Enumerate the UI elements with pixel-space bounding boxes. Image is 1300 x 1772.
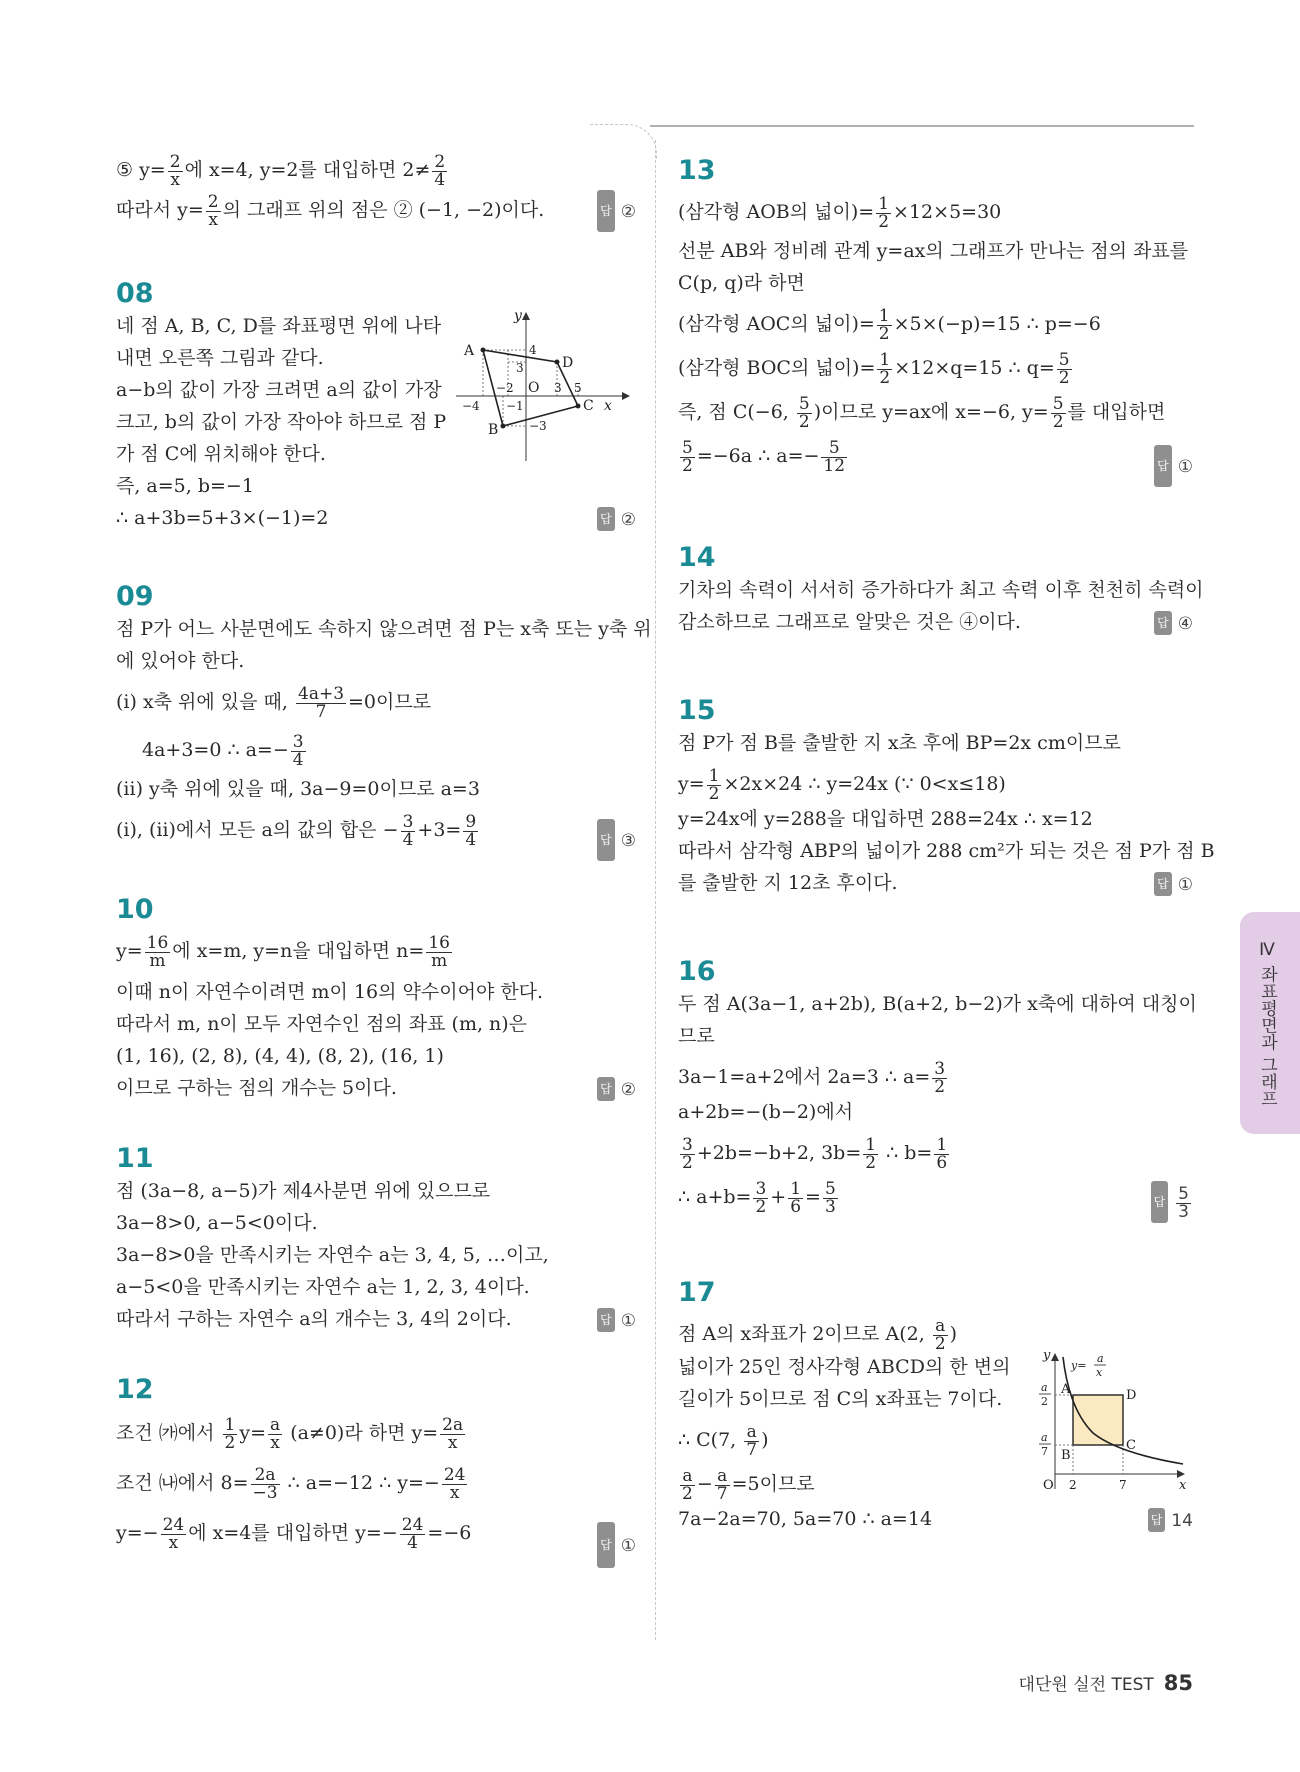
question-number: 08 [116,278,154,309]
question-16: 16 두 점 A(3a−1, a+2b), B(a+2, b−2)가 x축에 대하여 대칭이 므로 3a−1=a+2에서 2a=3 ∴ a= $\frac{3}{2}$ a+2b=−(b−2)에서 $\frac{3}{2}$ +2b=−b+2, 3b= $\frac{1}{2}$ ∴ b= $\frac{1}{6}$ ∴ a+b= $\frac{3}{2}$ + $\frac{1}{6}$ = $\frac{5}{3}$ 답 $\frac{5}{3}$ [678,956,1197,1222]
fraction: $\frac{2a}{x}$ [442,1414,464,1453]
fraction: $\frac{16}{m}$ [428,932,450,971]
fraction: $\frac{1}{2}$ [878,305,890,344]
text-line: 가 점 C에 위치해야 한다. [116,443,326,465]
text-line: (1, 16), (2, 8), (4, 4), (8, 2), (16, 1) [116,1045,444,1067]
fraction: $\frac{2a}{-3}$ [252,1464,278,1503]
fraction: $\frac{3}{2}$ [755,1178,767,1217]
label-C: C [583,398,594,414]
svg-text:a: a [1041,1381,1048,1394]
fraction: $\frac{5}{2}$ [1058,349,1070,388]
y-arrow [1051,1353,1059,1361]
text-line: 네 점 A, B, C, D를 좌표평면 위에 나타 [116,315,442,337]
svg-text:7: 7 [1041,1445,1048,1458]
fraction: $\frac{5}{3}$ [824,1178,836,1217]
fraction: $\frac{3}{4}$ [292,731,304,770]
text-line: a+2b=−(b−2)에서 [678,1101,854,1123]
fraction: $\frac{5}{12}$ [823,437,846,476]
question-number: 17 [678,1277,716,1308]
svg-text:7: 7 [1119,1478,1127,1492]
text-line: a−5<0을 만족시키는 자연수 a는 1, 2, 3, 4이다. [116,1276,530,1298]
text-line: 7a−2a=70, 5a=70 ∴ a=14 [678,1508,933,1530]
text-line: 에 있어야 한다. [116,650,245,672]
fraction: $\frac{3}{2}$ [682,1134,693,1173]
text-line: 넓이가 25인 정사각형 ABCD의 한 변의 [678,1356,1011,1378]
svg-text:D: D [1126,1388,1137,1403]
fraction: $\frac{3}{4}$ [402,811,414,850]
question-11 [116,1143,636,1330]
svg-text:y=: y= [1071,1359,1087,1372]
fraction: $\frac{5}{2}$ [1052,393,1064,432]
fraction: $\frac{1}{6}$ [936,1134,948,1173]
x-arrow [622,392,630,400]
text-line: 감소하므로 그래프로 알맞은 것은 ④이다. [678,611,1021,633]
fraction: $\frac{2}{x}$ [207,191,219,230]
question-14 [678,542,1204,634]
text-line: 따라서 구하는 자연수 a의 개수는 3, 4의 2이다. [116,1308,512,1330]
question-number: 09 [116,581,154,612]
fraction: $\frac{4a+3}{7}$ [298,683,345,722]
answer-mark: 답 ① [1154,445,1193,487]
question-number: 13 [678,155,716,186]
q8-coordinate-graph [456,306,636,466]
chapter-side-tab-label: Ⅳ 좌표평면과 그래프 [1257,940,1277,1107]
svg-text:4: 4 [529,343,537,357]
svg-text:3: 3 [516,361,524,375]
text-line: 따라서 삼각형 ABP의 넓이가 288 cm²가 되는 것은 점 P가 점 B [678,840,1215,862]
text-line: (ⅱ) y축 위에 있을 때, 3a−9=0이므로 a=3 [116,778,480,800]
fraction: $\frac{2}{4}$ [434,151,446,190]
fraction: $\frac{1}{2}$ [878,193,890,232]
fraction: $\frac{24}{x}$ [443,1464,466,1503]
svg-text:−4: −4 [462,399,480,413]
svg-text:2: 2 [1041,1395,1048,1408]
left-column [116,150,652,1565]
text-line: 점 (3a−8, a−5)가 제4사분면 위에 있으므로 [116,1180,491,1202]
svg-text:−2: −2 [496,381,514,395]
fraction: $\frac{5}{2}$ [798,393,810,432]
footer-title: 대단원 실전 TEST [1018,1675,1154,1695]
svg-text:B: B [1061,1448,1071,1463]
text-line: 즉, a=5, b=−1 [116,475,254,497]
question-17: 17 점 A의 x좌표가 2이므로 A(2, $\frac{a}{2}$ ) 넓이가 25인 정사각형 ABCD의 한 변의 길이가 5이므로 점 C의 x좌표는 7이다. ∴ C(7, $\frac{a}{7}$ ) $\frac{a}{2}$ − $\frac{a}{7}$ =5이므로 7a−2a=70, 5a=70 ∴ a=14 답 14 A B C D O 2 7 x y a 2 a 7 y= a x [678,1277,1193,1531]
fraction: $\frac{a}{7}$ [746,1421,758,1460]
question-09: 09 점 P가 어느 사분면에도 속하지 않으려면 점 P는 x축 또는 y축 위 에 있어야 한다. (ⅰ) x축 위에 있을 때, $\frac{4a+3}{7}$ =0이므로 4a+3=0 ∴ a=− $\frac{3}{4}$ (ⅱ) y축 위에 있을 때, 3a−9=0이므로 a=3 (ⅰ), (ⅱ)에서 모든 a의 값의 합은 − $\frac{3}{4}$ +3= $\frac{9}{4}$ 답 ③ [116,581,636,850]
label-D: D [562,355,574,371]
text-line: 길이가 5이므로 점 C의 x좌표는 7이다. [678,1388,1003,1410]
label-B: B [488,422,499,438]
answer-mark: 답 ④ [1154,611,1193,635]
fraction: $\frac{a}{7}$ [716,1465,728,1504]
text-line: 이때 n이 자연수이려면 m이 16의 약수이어야 한다. [116,981,544,1003]
text-line: 3a−8>0, a−5<0이다. [116,1212,318,1234]
answer-mark: 답 ② [597,190,636,232]
answer-mark: 답 ① [597,1522,636,1568]
text-line: 므로 [678,1025,715,1047]
answer-mark: 답 $\frac{5}{3}$ [1151,1181,1193,1223]
svg-text:3: 3 [554,381,562,395]
fraction: $\frac{1}{2}$ [708,765,720,804]
label-A: A [464,343,475,359]
fraction: $\frac{3}{2}$ [934,1058,946,1097]
top-rule [650,125,1194,127]
label-O: O [528,380,540,396]
text-line: 크고, b의 값이 가장 작아야 하므로 점 P [116,411,447,433]
text-line: 따라서 m, n이 모두 자연수인 점의 좌표 (m, n)은 [116,1013,528,1035]
text-line: 3a−8>0을 만족시키는 자연수 a는 3, 4, 5, …이고, [116,1244,549,1266]
fraction: $\frac{9}{4}$ [465,811,477,850]
fraction: $\frac{24}{4}$ [401,1514,424,1553]
text-line: 이므로 구하는 점의 개수는 5이다. [116,1077,397,1099]
svg-text:A: A [1061,1382,1071,1397]
fraction: $\frac{1}{2}$ [865,1134,877,1173]
fraction: $\frac{16}{m}$ [146,932,169,971]
question-15: 15 점 P가 점 B를 출발한 지 x초 후에 BP=2x cm이므로 y= $\frac{1}{2}$ ×2x×24 ∴ y=24x (∵ 0<x≤18) y=24x에 y=288을 대입하면 288=24x ∴ x=12 따라서 삼각형 ABP의 넓이가 288 cm²가 되는 것은 점 P가 점 B 를 출발한 지 12초 후이다. 답 ① [678,695,1215,895]
fraction: $\frac{2}{x}$ [169,151,181,190]
fraction: $\frac{a}{x}$ [270,1414,281,1453]
text-line: ∴ a+3b=5+3×(−1)=2 [116,507,329,529]
svg-text:O: O [1043,1478,1054,1493]
answer-mark: 답 ① [597,1308,636,1332]
text-line: 내면 오른쪽 그림과 같다. [116,347,324,369]
fraction: $\frac{a}{2}$ [934,1315,946,1354]
question-08 [116,278,636,529]
column-divider [655,140,656,1640]
svg-text:−1: −1 [506,399,524,413]
text-line: y=24x에 y=288을 대입하면 288=24x ∴ x=12 [678,808,1093,830]
page-number: 85 [1163,1671,1193,1695]
question-10: 10 y= $\frac{16}{m}$ 에 x=m, y=n을 대입하면 n= $\frac{16}{m}$ 이때 n이 자연수이려면 m이 16의 약수이어야 한다. 따라서 m, n이 모두 자연수인 점의 좌표 (m, n)은 (1, 16), (2, 8), (4, 4), (8, 2), (16, 1) 이므로 구하는 점의 개수는 5이다. 답 ② [116,894,636,1100]
svg-text:x: x [1096,1366,1103,1379]
fraction: $\frac{1}{2}$ [224,1414,236,1453]
text-line: 기차의 속력이 서서히 증가하다가 최고 속력 이후 천천히 속력이 [678,579,1204,601]
question-number: 12 [116,1374,154,1405]
fraction: $\frac{1}{6}$ [790,1178,802,1217]
question-13: 13 (삼각형 AOB의 넓이)= $\frac{1}{2}$ ×12×5=30 선분 AB와 정비례 관계 y=ax의 그래프가 만나는 점의 좌표를 C(p, q)라 하면 (삼각형 AOC의 넓이)= $\frac{1}{2}$ ×5×(−p)=15 ∴ p=−6 (삼각형 BOC의 넓이)= $\frac{1}{2}$ ×12×q=15 ∴ q= $\frac{5}{2}$ 즉, 점 C(−6, $\frac{5}{2}$ )이므로 y=ax에 x=−6, y= $\frac{5}{2}$ 를 대입하면 $\frac{5}{2}$ =−6a ∴ a=− $\frac{5}{12}$ 답 ① [678,155,1193,476]
fraction: $\frac{a}{2}$ [682,1465,693,1504]
answer-mark: 답 ② [597,507,636,531]
question-12: 12 조건 ㈎에서 $\frac{1}{2}$ y= $\frac{a}{x}$ (a≠0)라 하면 y= $\frac{2a}{x}$ 조건 ㈏에서 8= $\frac{2a}{-3}$ ∴ a=−12 ∴ y=− $\frac{24}{x}$ y=− $\frac{24}{x}$ 에 x=4를 대입하면 y=− $\frac{24}{4}$ =−6 답 ① [116,1374,636,1555]
y-arrow [522,312,530,320]
answer-mark: 답 ② [597,1077,636,1101]
question-number: 15 [678,695,716,726]
answer-mark: 답 14 [1148,1508,1193,1532]
text-line: a−b의 값이 가장 크려면 a의 값이 가장 [116,379,442,401]
axes [456,314,628,461]
question-number: 14 [678,542,716,573]
page-footer [1019,1670,1193,1695]
question-number: 10 [116,894,154,925]
text-line: C(p, q)라 하면 [678,272,805,294]
svg-text:5: 5 [574,381,582,395]
svg-text:2: 2 [1069,1478,1077,1492]
text-line: 점 P가 어느 사분면에도 속하지 않으려면 점 P는 x축 또는 y축 위 [116,618,652,640]
label-x: x [604,398,612,414]
fraction: $\frac{5}{2}$ [682,437,693,476]
answer-mark: 답 ③ [597,819,636,861]
svg-text:a: a [1041,1431,1048,1444]
text-line: 를 출발한 지 12초 후이다. [678,872,898,894]
svg-text:y: y [1043,1349,1051,1363]
svg-text:x: x [1179,1478,1187,1493]
svg-text:C: C [1126,1438,1136,1453]
question-number: 11 [116,1143,154,1174]
text-line: 선분 AB와 정비례 관계 y=ax의 그래프가 만나는 점의 좌표를 [678,240,1189,262]
x-arrow [1177,1470,1185,1478]
question-number: 16 [678,956,716,987]
prev-solution: ⑤ y= $\frac{2}{x}$ 에 x=4, y=2를 대입하면 2≠ $\frac{2}{4}$ 따라서 y= $\frac{2}{x}$ 의 그래프 위의 점은 ② (−1, −2)이다. 답 ② [116,150,636,230]
right-column [678,155,1215,1540]
text-line: 두 점 A(3a−1, a+2b), B(a+2, b−2)가 x축에 대하여 대칭이 [678,993,1197,1015]
text-line: 점 P가 점 B를 출발한 지 x초 후에 BP=2x cm이므로 [678,732,1121,754]
svg-text:−3: −3 [529,419,547,433]
answer-mark: 답 ① [1154,872,1193,896]
label-y: y [514,308,522,324]
fraction: $\frac{1}{2}$ [879,349,891,388]
fraction: $\frac{24}{x}$ [162,1514,185,1553]
q17-hyperbola-graph [1033,1349,1193,1499]
svg-text:a: a [1097,1352,1104,1365]
